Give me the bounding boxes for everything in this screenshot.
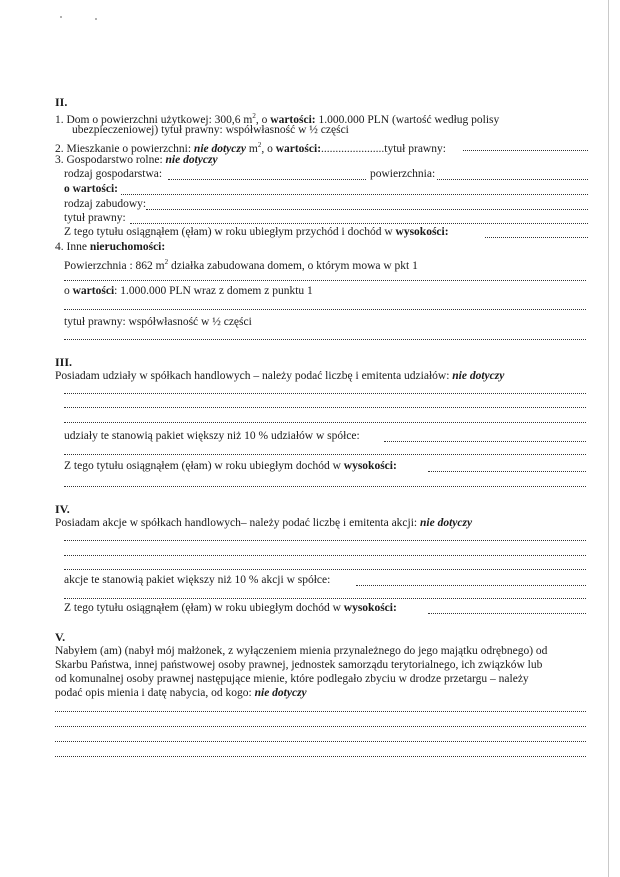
fill-line — [64, 309, 586, 310]
fill-line — [64, 280, 586, 281]
fill-line — [55, 741, 586, 742]
fill-line — [55, 726, 586, 727]
other-title: tytuł prawny: współwłasność w ½ części — [64, 316, 252, 328]
fill-line — [428, 613, 586, 614]
acquisition-text-line3: od komunalnej osoby prawnej następujące mienie, które podlegało zbyciu w drodze przetargu – należy — [55, 673, 529, 685]
item-house-line2: ubezpieczeniowej) tytuł prawny: współwłasność w ½ części — [72, 124, 349, 136]
fill-line — [121, 194, 588, 195]
other-value: o wartości: 1.000.000 PLN wraz z domem z punktu 1 — [64, 285, 313, 297]
fill-line — [64, 540, 586, 541]
fill-line — [64, 422, 586, 423]
farm-value-label: o wartości: — [64, 183, 118, 195]
farm-title-label: tytuł prawny: — [64, 212, 126, 224]
other-area: Powierzchnia : 862 $m^2$ działka zabudowana domem, o którym mowa w pkt 1 — [64, 258, 418, 272]
fill-line — [55, 711, 586, 712]
item-house-line1: 1. Dom o powierzchni użytkowej: 300,6 $m^2$, o wartości: 1.000.000 PLN (wartość według polisy — [55, 112, 500, 126]
fill-line — [146, 209, 588, 210]
section-heading: V. — [55, 630, 66, 644]
scan-speck — [95, 18, 97, 20]
fill-line — [64, 454, 586, 455]
item-other-property: 4. Inne nieruchomości: — [55, 241, 166, 253]
fill-line — [64, 393, 586, 394]
section-heading: II. — [55, 95, 68, 109]
fill-line — [463, 150, 588, 151]
acquisition-text-line2: Skarbu Państwa, innej państwowej osoby prawnej, jednostek samorządu terytorialnego, ich związków lub — [55, 659, 543, 671]
shares-income-label: Z tego tytułu osiągnąłem (ęłam) w roku ubiegłym dochód w wysokości: — [64, 460, 397, 472]
fill-line — [130, 223, 588, 224]
stocks-income-label: Z tego tytułu osiągnąłem (ęłam) w roku ubiegłym dochód w wysokości: — [64, 602, 397, 614]
farm-type-label: rodzaj gospodarstwa: — [64, 168, 163, 180]
fill-line — [356, 585, 586, 586]
fill-line — [55, 756, 586, 757]
section-heading: III. — [55, 355, 73, 369]
scan-speck — [60, 16, 62, 18]
farm-building-label: rodzaj zabudowy: — [64, 198, 147, 210]
stocks-intro: Posiadam akcje w spółkach handlowych– należy podać liczbę i emitenta akcji: nie dotyczy — [55, 517, 473, 529]
section-heading: IV. — [55, 502, 70, 516]
item-flat: 2. Mieszkanie o powierzchni: nie dotyczy $m^2$, o wartości:......................tytuł prawny: — [55, 141, 446, 155]
fill-line — [64, 407, 586, 408]
fill-line — [64, 486, 586, 487]
fill-line — [428, 471, 586, 472]
scan-edge-line — [608, 0, 609, 877]
shares-intro: Posiadam udziały w spółkach handlowych – należy podać liczbę i emitenta udziałów: nie dotyczy — [55, 370, 505, 382]
fill-line — [64, 598, 586, 599]
shares-package-label: udziały te stanowią pakiet większy niż 10 % udziałów w spółce: — [64, 430, 360, 442]
fill-line — [64, 339, 586, 340]
stocks-package-label: akcje te stanowią pakiet większy niż 10 % akcji w spółce: — [64, 574, 331, 586]
fill-line — [384, 441, 586, 442]
acquisition-text-line1: Nabyłem (am) (nabył mój małżonek, z wyłączeniem mienia przynależnego do jego majątku odrębnego) od — [55, 645, 548, 657]
fill-line — [64, 569, 586, 570]
acquisition-text-line4: podać opis mienia i datę nabycia, od kogo: nie dotyczy — [55, 687, 307, 699]
item-farm: 3. Gospodarstwo rolne: nie dotyczy — [55, 154, 218, 166]
fill-line — [64, 555, 586, 556]
fill-line — [168, 179, 366, 180]
fill-line — [485, 237, 588, 238]
fill-line — [437, 179, 588, 180]
farm-area-label: powierzchnia: — [370, 168, 436, 180]
farm-income-label: Z tego tytułu osiągnąłem (ęłam) w roku ubiegłym przychód i dochód w wysokości: — [64, 226, 449, 238]
